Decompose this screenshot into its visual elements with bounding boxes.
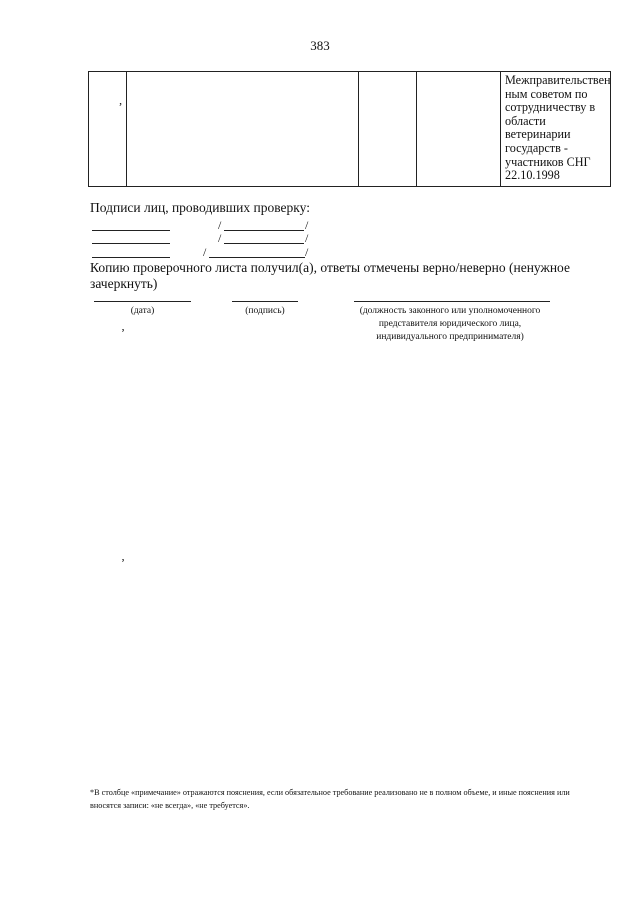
slash: / — [305, 231, 309, 245]
signature-line — [92, 257, 170, 258]
name-line — [224, 230, 304, 231]
page-number: 383 — [310, 38, 330, 53]
footnote: *В столбце «примечание» отражаются пояснения, если обязательное требование реализовано не в полном объеме, и иные пояснения или вносятся записи: «не всегда», «не требуется». — [90, 788, 570, 810]
table-cell-answer — [359, 72, 417, 187]
note-line: сотрудничеству в — [505, 100, 596, 115]
position-caption — [330, 305, 570, 344]
note-line: участников СНГ — [505, 154, 591, 169]
slash: / — [218, 231, 222, 245]
note-line: ным советом по — [505, 86, 588, 101]
name-line — [224, 243, 304, 244]
copy-received-text: Копию проверочного листа получил(а), ответы отмечены верно/неверно (ненужное зачеркнуть) — [90, 260, 570, 291]
note-line: Межправительствен — [505, 73, 611, 87]
slash: / — [305, 245, 309, 259]
caption-line: представителя юридического лица, — [378, 319, 522, 329]
position-line — [354, 301, 550, 302]
date-line — [94, 301, 191, 302]
slash: / — [305, 218, 309, 232]
signature-line — [92, 230, 170, 231]
signature-line — [92, 243, 170, 244]
stray-mark: ʼ — [121, 556, 125, 570]
table-cell-note — [501, 72, 611, 187]
table-row — [89, 72, 611, 187]
date-caption: (дата) — [130, 306, 155, 316]
note-line: ветеринарии — [505, 127, 571, 142]
caption-line: индивидуального предпринимателя) — [376, 332, 524, 342]
note-line: 22.10.1998 — [505, 168, 560, 183]
slash: / — [218, 218, 222, 232]
signature-caption: (подпись) — [245, 306, 285, 316]
table-cell-question — [127, 72, 359, 187]
row-mark: ʼ — [118, 99, 123, 114]
stray-mark: ʼ — [121, 326, 125, 340]
note-line: государств - — [505, 140, 568, 155]
checklist-table — [88, 71, 611, 187]
table-cell-answer-2 — [417, 72, 501, 187]
slash: / — [203, 245, 207, 259]
signature-line — [232, 301, 298, 302]
table-cell-number — [89, 72, 127, 187]
name-line — [209, 257, 305, 258]
note-line: области — [505, 113, 546, 128]
caption-line: (должность законного или уполномоченного — [359, 306, 541, 316]
signatures-title: Подписи лиц, проводивших проверку: — [90, 200, 310, 215]
